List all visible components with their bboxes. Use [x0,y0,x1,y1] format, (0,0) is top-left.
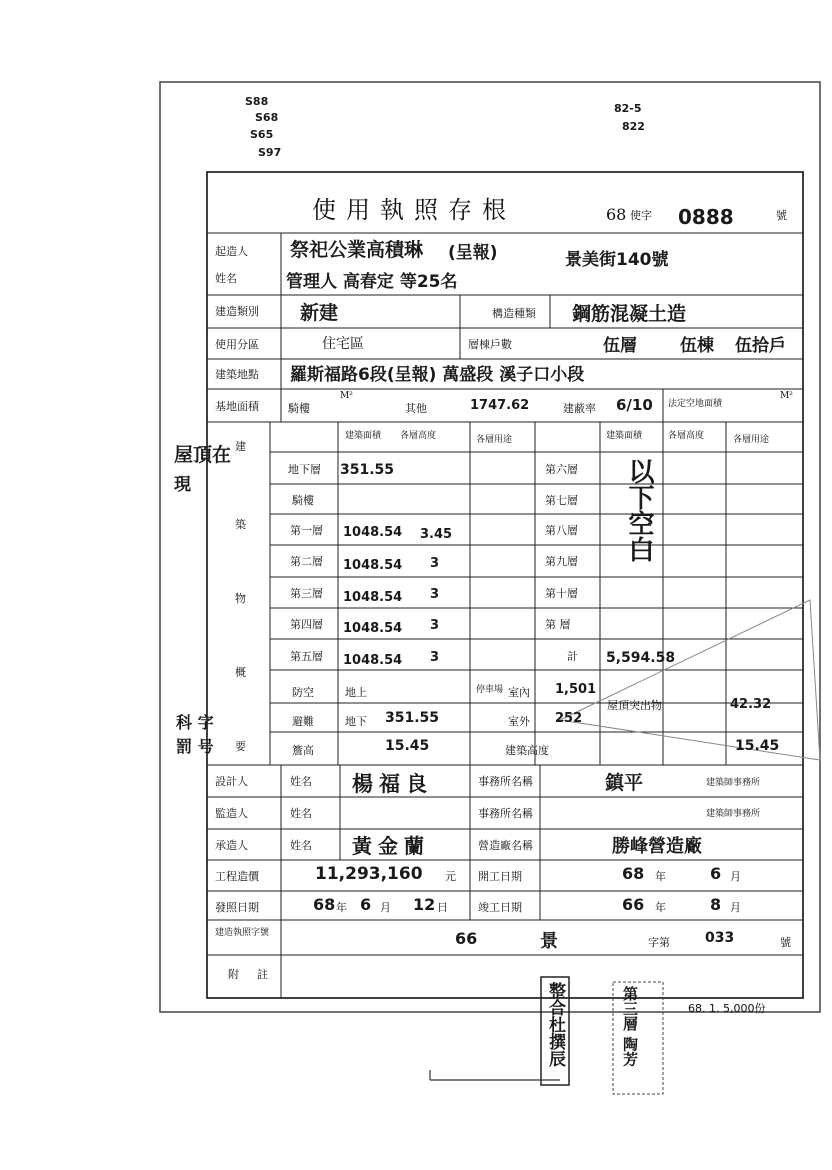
floors-value: 伍層 [603,336,637,356]
label-start-month: 月 [730,870,741,883]
basement-area: 351.55 [340,462,395,478]
contractor-firm-value: 勝峰營造廠 [612,836,702,857]
top-code-3: S65 [250,128,274,141]
complete-year: 66 [622,895,645,914]
vlabel-main: 要 [235,740,246,753]
label-permit-no: 建造執照字號 [215,928,270,938]
left-note-2: 現 [174,475,191,495]
label-yuan: 元 [445,870,456,883]
row-floor5: 第五層 [290,650,323,663]
f1-height: 3.45 [420,527,453,542]
projection-value: 42.32 [730,697,772,712]
label-below-ground: 地下 [345,715,367,728]
label-zone: 使用分區 [215,338,259,351]
structure-value: 鋼筋混凝土造 [572,303,687,325]
label-contractor-name: 姓名 [290,839,312,852]
label-issue-date: 發照日期 [215,901,259,914]
label-open-space: 法定空地面積 [668,399,723,409]
row-basement: 地下層 [288,463,321,476]
label-start-year: 年 [655,870,666,883]
top-right-code-1: 82-5 [614,102,642,115]
unit-m2-a: M² [340,391,353,401]
stamp-vertical-2: 第三層 陶芳 [621,986,639,1067]
label-floors: 層棟戶數 [468,338,512,351]
label-arch-office-1: 建築師事務所 [706,778,761,788]
label-issue-year: 年 [336,901,347,914]
builder-value: 祭祀公業高積琳 [290,239,424,261]
address-value: 羅斯福路6段(呈報) 萬盛段 溪子口小段 [290,365,585,385]
label-coverage: 建蔽率 [563,402,596,415]
designer-office-value: 鎮平 [605,772,644,794]
buildings-value: 伍棟 [680,336,714,356]
start-year: 68 [622,864,645,883]
label-above-ground: 地上 [345,686,367,699]
left-note-1: 屋頂在 [174,444,232,466]
stamp-vertical-1: 整合杜撰辰 [545,982,565,1067]
f1-area: 1048.54 [343,525,403,540]
form-number-prefix: 68 [606,205,627,224]
form-number-suffix: 號 [776,209,787,222]
row-floor9: 第九層 [545,555,578,568]
label-supervisor-name: 姓名 [290,807,312,820]
label-parking: 停車場 [476,685,504,695]
top-code-4: S97 [258,146,282,159]
label-issue-month: 月 [380,901,391,914]
hdr-area-2: 建築面積 [606,431,643,441]
hdr-usage: 各層用途 [476,435,513,445]
label-other: 其他 [405,402,427,415]
f3-height: 3 [430,587,440,602]
contractor-value: 黃金蘭 [352,834,430,858]
permit-year: 66 [455,929,478,948]
designer-value: 楊福良 [352,772,433,796]
label-contractor: 承造人 [215,839,248,852]
label-start: 開工日期 [478,870,522,883]
row-floor6: 第六層 [545,463,578,476]
hdr-height: 各層高度 [400,431,437,441]
vlabel-structure: 築 [235,518,246,531]
label-issue-day: 日 [437,901,448,914]
vlabel-building: 建 [235,440,246,453]
label-arcade: 騎樓 [288,402,310,415]
form-number: 0888 [678,205,734,229]
label-designer-name: 姓名 [290,775,312,788]
shelter-below-value: 351.55 [385,710,440,726]
start-month: 6 [710,864,722,883]
form-number-label: 使字 [630,209,652,222]
top-code-2: S68 [255,111,279,124]
f2-height: 3 [430,556,440,571]
hdr-usage-2: 各層用途 [733,435,770,445]
label-complete-year: 年 [655,901,666,914]
top-right-code-2: 822 [622,120,645,133]
label-air-defense: 防空 [292,686,314,699]
category-value: 新建 [300,302,339,324]
permit-num: 033 [705,930,735,946]
label-designer-office: 事務所名稱 [478,775,533,788]
label-builder: 起造人 [215,245,248,258]
row-floor7: 第七層 [545,494,578,507]
hdr-area: 建築面積 [345,431,382,441]
label-category: 建造類別 [215,305,259,318]
left-note-3: 科 字 [176,713,214,732]
complete-month: 8 [710,895,722,914]
parking-indoor-value: 1,501 [555,682,597,697]
label-address: 建築地點 [215,368,259,381]
unit-m2-b: M² [780,391,793,401]
print-note: 68. 1. 5,000份 [688,1002,766,1015]
issue-month: 6 [360,895,372,914]
left-note-4: 罰 号 [176,737,214,756]
parking-outdoor-value: 252 [555,711,583,726]
row-total: 計 [567,650,578,663]
label-avoid-disaster: 避難 [292,715,314,728]
vlabel-object: 物 [235,592,246,605]
builder-stamp: (呈報) [448,243,498,263]
row-floor2: 第二層 [290,555,323,568]
label-designer: 設計人 [215,775,248,788]
label-cost: 工程造價 [215,870,259,883]
building-height-value: 15.45 [735,738,780,754]
vacant-note: 以下空白 [624,458,654,562]
coverage-value: 6/10 [616,396,653,414]
label-indoor: 室內 [508,686,530,699]
vlabel-summary: 概 [235,666,246,679]
f5-area: 1048.54 [343,653,403,668]
label-complete-month: 月 [730,901,741,914]
row-floor10: 第十層 [545,587,578,600]
top-code-1: S88 [245,95,269,108]
other-area-value: 1747.62 [470,398,530,413]
row-floor1: 第一層 [290,524,323,537]
label-projection: 屋頂突出物 [607,699,662,712]
cost-value: 11,293,160 [315,864,423,884]
label-supervisor: 監造人 [215,807,248,820]
eave-height-value: 15.45 [385,738,430,754]
total-area: 5,594.58 [606,650,676,666]
row-floor3: 第三層 [290,587,323,600]
label-land-area: 基地面積 [215,400,259,413]
label-eave-height: 簷高 [292,744,314,757]
issue-day: 12 [413,895,436,914]
row-floor4: 第四層 [290,618,323,631]
zone-value: 住宅區 [322,336,364,352]
label-zi: 字第 [648,936,670,949]
builder-rep: 管理人 高春定 等25名 [286,272,458,292]
f5-height: 3 [430,650,440,665]
f4-height: 3 [430,618,440,633]
label-complete: 竣工日期 [478,901,522,914]
issue-year: 68 [313,895,336,914]
label-note: 附註 [228,968,286,981]
label-name: 姓名 [215,272,237,285]
form-title: 使用執照存根 [312,196,516,224]
row-arcade: 騎樓 [292,494,314,507]
row-floor8: 第八層 [545,524,578,537]
label-structure: 構造種類 [492,307,536,320]
label-building-height: 建築高度 [505,744,549,757]
label-contractor-firm: 營造廠名稱 [478,839,533,852]
f3-area: 1048.54 [343,590,403,605]
row-floor-misc: 第 層 [545,618,571,631]
households-value: 伍拾戶 [735,336,786,356]
label-outdoor: 室外 [508,715,530,728]
label-arch-office-2: 建築師事務所 [706,809,761,819]
lot-value: 景美街140號 [565,250,669,270]
label-hao: 號 [780,936,791,949]
f2-area: 1048.54 [343,558,403,573]
permit-kind: 景 [540,931,558,952]
f4-area: 1048.54 [343,621,403,636]
hdr-height-2: 各層高度 [668,431,705,441]
label-supervisor-office: 事務所名稱 [478,807,533,820]
